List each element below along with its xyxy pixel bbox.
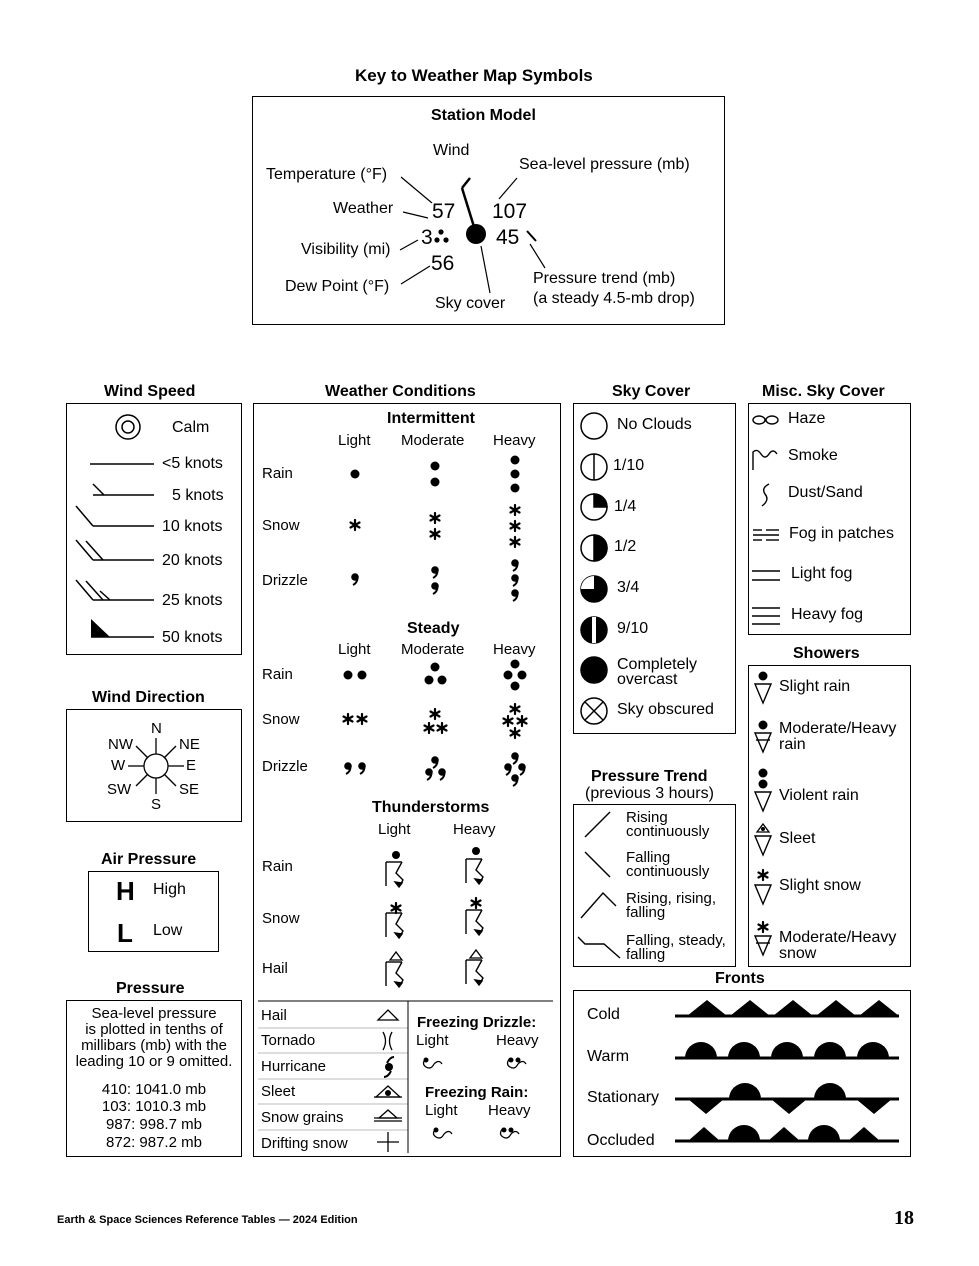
wind-5-label: 5 knots (172, 487, 224, 504)
thunderstorms-row-rain: Rain (262, 858, 293, 875)
compass-nw: NW (108, 736, 133, 753)
misc-haze: Haze (788, 410, 826, 427)
freezing-rain-heading: Freezing Rain: (425, 1084, 529, 1101)
pressure-example-4: 872: 987.2 mb (106, 1134, 202, 1151)
pressure-example-3: 987: 998.7 mb (106, 1116, 202, 1133)
freezing-drizzle-heading: Freezing Drizzle: (417, 1014, 537, 1031)
intermittent-col-heavy: Heavy (493, 432, 536, 449)
value-visibility: 3 (421, 226, 433, 249)
sky-9-10: 9/10 (617, 620, 649, 637)
pressure-desc-4: leading 10 or 9 omitted. (75, 1053, 233, 1070)
label-wind: Wind (433, 142, 470, 159)
sky-1-10: 1/10 (613, 457, 645, 474)
compass-se: SE (179, 781, 200, 798)
steady-col-moderate: Moderate (401, 641, 465, 658)
sky-completely: Completely (617, 656, 698, 673)
trend-falling-2: continuously (626, 863, 710, 880)
pressure-trend-subheading: (previous 3 hours) (585, 785, 714, 802)
label-pressure-trend: Pressure trend (mb) (533, 270, 676, 287)
misc-sleet: Sleet (261, 1083, 296, 1100)
wind-50-label: 50 knots (162, 629, 223, 646)
intermittent-row-snow: Snow (262, 517, 300, 534)
compass-sw: SW (107, 781, 132, 798)
wind-10-label: 10 knots (162, 518, 223, 535)
misc-tornado: Tornado (261, 1032, 316, 1049)
compass-n: N (151, 720, 162, 737)
value-trend: 45 (496, 226, 520, 249)
trend-rising-1: Rising (626, 809, 668, 826)
wind-speed-heading: Wind Speed (104, 383, 196, 400)
shower-sleet: Sleet (779, 830, 816, 847)
label-weather: Weather (333, 200, 394, 217)
thunderstorms-col-light: Light (378, 821, 411, 838)
intermittent-row-rain: Rain (262, 465, 293, 482)
high-label: High (153, 881, 186, 898)
sky-cover-heading: Sky Cover (612, 383, 691, 400)
weather-conditions-heading: Weather Conditions (325, 383, 476, 400)
compass-e: E (186, 757, 197, 774)
misc-hail: Hail (261, 1007, 287, 1024)
front-warm: Warm (587, 1048, 630, 1065)
shower-mod-snow-1: Moderate/Heavy (779, 929, 897, 946)
compass-ne: NE (179, 736, 200, 753)
page-number: 18 (894, 1207, 914, 1229)
sky-1-4: 1/4 (614, 498, 637, 515)
trend-rising-2: continuously (626, 823, 710, 840)
page-title: Key to Weather Map Symbols (355, 66, 593, 85)
freezing-rain-light: Light (425, 1102, 458, 1119)
label-pressure-trend-note: (a steady 4.5-mb drop) (533, 290, 695, 307)
pressure-desc-1: Sea-level pressure (91, 1005, 217, 1022)
steady-col-heavy: Heavy (493, 641, 536, 658)
label-sky-cover: Sky cover (435, 295, 506, 312)
showers-heading: Showers (793, 645, 860, 662)
compass-w: W (111, 757, 126, 774)
thunderstorms-heading: Thunderstorms (372, 799, 490, 816)
value-dew-point: 56 (431, 252, 455, 275)
sky-3-4: 3/4 (617, 579, 640, 596)
shower-mod-rain-2: rain (779, 736, 806, 753)
front-stationary: Stationary (587, 1089, 660, 1106)
front-occluded: Occluded (587, 1132, 655, 1149)
low-label: Low (153, 922, 183, 939)
sky-1-2: 1/2 (614, 538, 637, 555)
steady-row-drizzle: Drizzle (262, 758, 308, 775)
trend-fsf-2: falling (626, 946, 666, 963)
label-visibility: Visibility (mi) (301, 241, 391, 258)
misc-drifting-snow: Drifting snow (261, 1135, 348, 1152)
pressure-heading: Pressure (116, 980, 185, 997)
pressure-desc-3: millibars (mb) with the (81, 1037, 227, 1054)
trend-rrf-1: Rising, rising, (626, 890, 717, 907)
label-temperature: Temperature (°F) (266, 166, 388, 183)
high-symbol: H (116, 876, 135, 906)
intermittent-col-moderate: Moderate (401, 432, 465, 449)
value-pressure: 107 (492, 200, 528, 223)
footer-text: Earth & Space Sciences Reference Tables — 2024 Edition (57, 1214, 358, 1226)
pressure-example-1: 410: 1041.0 mb (101, 1081, 207, 1098)
pressure-trend-heading: Pressure Trend (591, 768, 708, 785)
pressure-desc-2: is plotted in tenths of (85, 1021, 223, 1038)
steady-heading: Steady (407, 620, 460, 637)
trend-rrf-2: falling (626, 904, 666, 921)
fronts-heading: Fronts (715, 970, 765, 987)
misc-fog-patches: Fog in patches (789, 525, 894, 542)
sky-overcast: overcast (617, 671, 678, 688)
thunderstorms-row-hail: Hail (262, 960, 288, 977)
misc-light-fog: Light fog (791, 565, 853, 582)
steady-row-rain: Rain (262, 666, 293, 683)
misc-snow-grains: Snow grains (261, 1109, 344, 1126)
thunderstorms-row-snow: Snow (262, 910, 300, 927)
wind-lt5-label: <5 knots (162, 455, 223, 472)
misc-dust: Dust/Sand (788, 484, 863, 501)
shower-mod-snow-2: snow (779, 945, 817, 962)
low-symbol: L (117, 918, 133, 948)
steady-col-light: Light (338, 641, 371, 658)
thunderstorms-col-heavy: Heavy (453, 821, 496, 838)
label-dew-point: Dew Point (°F) (285, 278, 390, 295)
intermittent-col-light: Light (338, 432, 371, 449)
pressure-example-2: 103: 1010.3 mb (101, 1098, 207, 1115)
intermittent-row-drizzle: Drizzle (262, 572, 308, 589)
shower-slight-snow: Slight snow (779, 877, 861, 894)
wind-calm-label: Calm (172, 419, 210, 436)
misc-smoke: Smoke (788, 447, 838, 464)
wind-direction-heading: Wind Direction (92, 689, 205, 706)
misc-heavy-fog: Heavy fog (791, 606, 864, 623)
shower-mod-rain-1: Moderate/Heavy (779, 720, 897, 737)
air-pressure-heading: Air Pressure (101, 851, 197, 868)
shower-violent-rain: Violent rain (779, 787, 859, 804)
freezing-drizzle-light: Light (416, 1032, 449, 1049)
sky-obscured: Sky obscured (617, 701, 714, 718)
freezing-drizzle-heavy: Heavy (496, 1032, 539, 1049)
trend-fsf-1: Falling, steady, (626, 932, 726, 949)
label-sea-level-pressure: Sea-level pressure (mb) (519, 156, 690, 173)
trend-falling-1: Falling (626, 849, 671, 866)
value-temperature: 57 (432, 200, 456, 223)
station-model-heading: Station Model (431, 107, 536, 124)
wind-20-label: 20 knots (162, 552, 223, 569)
freezing-rain-heavy: Heavy (488, 1102, 531, 1119)
front-cold: Cold (587, 1006, 620, 1023)
shower-slight-rain: Slight rain (779, 678, 851, 695)
wind-25-label: 25 knots (162, 592, 223, 609)
misc-sky-cover-heading: Misc. Sky Cover (762, 383, 885, 400)
intermittent-heading: Intermittent (387, 410, 475, 427)
sky-no-clouds: No Clouds (617, 416, 692, 433)
compass-s: S (151, 796, 162, 813)
misc-hurricane: Hurricane (261, 1058, 327, 1075)
steady-row-snow: Snow (262, 711, 300, 728)
